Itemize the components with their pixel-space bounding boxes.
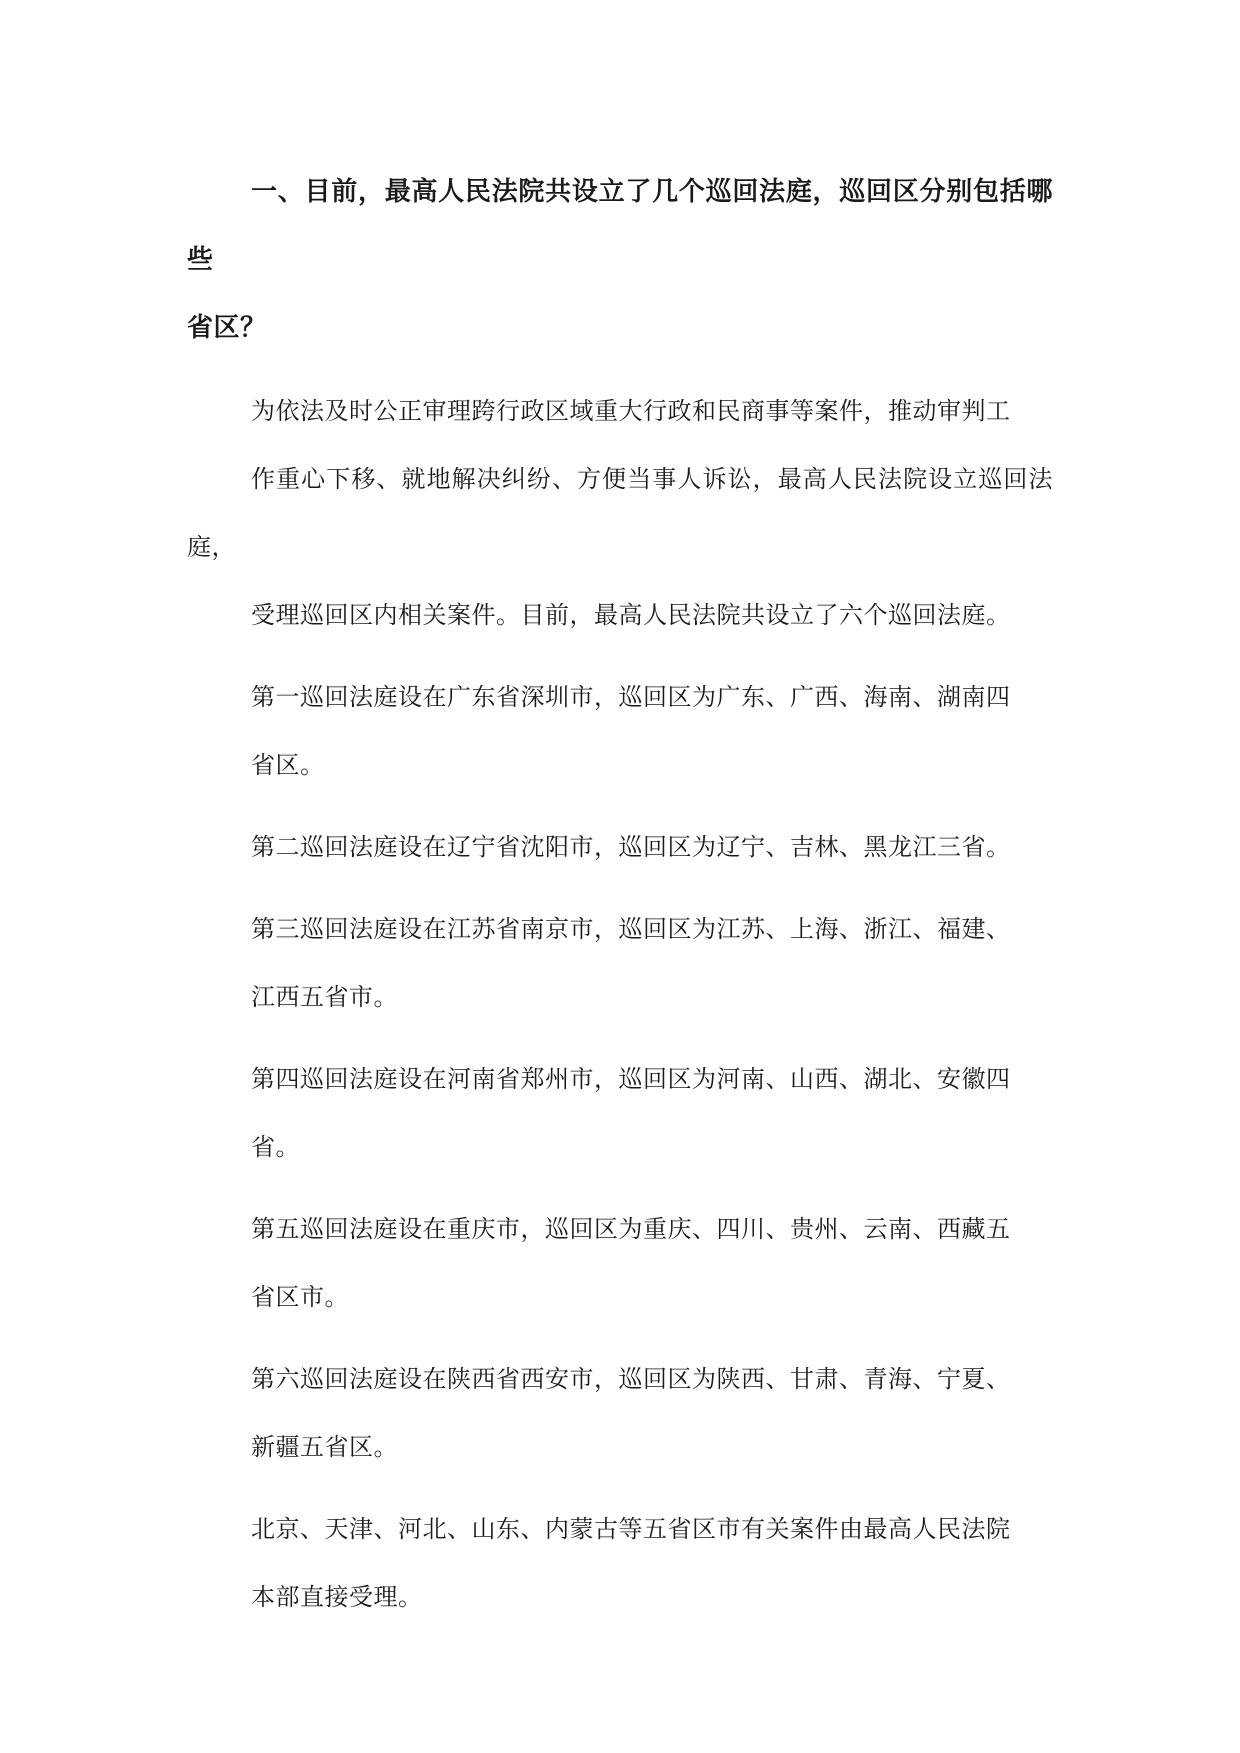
paragraph-second-circuit [187, 813, 1053, 881]
paragraph-sixth-circuit [187, 1345, 1053, 1481]
paragraph-line: 受理巡回区内相关案件。目前，最高人民法院共设立了六个巡回法庭。 [251, 601, 1011, 629]
paragraph-line: 北京、天津、河北、山东、内蒙古等五省区市有关案件由最高人民法院 [251, 1515, 1011, 1543]
paragraph-intro [187, 377, 1053, 649]
paragraph-headquarters [187, 1495, 1053, 1631]
paragraph-line: 第六巡回法庭设在陕西省西安市，巡回区为陕西、甘肃、青海、宁夏、 [251, 1365, 1011, 1393]
paragraph-line: 新疆五省区。 [251, 1433, 398, 1461]
paragraph-line: 省。 [251, 1133, 300, 1161]
paragraph-line: 第三巡回法庭设在江苏省南京市，巡回区为江苏、上海、浙江、福建、 [251, 915, 1011, 943]
heading-line: 一、目前，最高人民法院共设立了几个巡回法庭，巡回区分别包括哪些 [187, 177, 1053, 275]
document-body [187, 158, 1053, 1645]
paragraph-first-circuit [187, 663, 1053, 799]
paragraph-third-circuit [187, 895, 1053, 1031]
paragraph-line: 第四巡回法庭设在河南省郑州市，巡回区为河南、山西、湖北、安徽四 [251, 1065, 1011, 1093]
paragraph-fifth-circuit [187, 1195, 1053, 1331]
paragraph-line: 省区。 [251, 751, 325, 779]
paragraph-line: 江西五省市。 [251, 983, 398, 1011]
paragraph-line: 作重心下移、就地解决纠纷、方便当事人诉讼，最高人民法院设立巡回法庭， [187, 465, 1053, 561]
paragraph-line: 省区市。 [251, 1283, 349, 1311]
heading-line: 省区？ [187, 313, 267, 343]
paragraph-line: 第一巡回法庭设在广东省深圳市，巡回区为广东、广西、海南、湖南四 [251, 683, 1011, 711]
paragraph-line: 本部直接受理。 [251, 1583, 423, 1611]
paragraph-fourth-circuit [187, 1045, 1053, 1181]
paragraph-line: 为依法及时公正审理跨行政区域重大行政和民商事等案件，推动审判工 [251, 397, 1011, 425]
paragraph-line: 第二巡回法庭设在辽宁省沈阳市，巡回区为辽宁、吉林、黑龙江三省。 [251, 833, 1011, 861]
paragraph-line: 第五巡回法庭设在重庆市，巡回区为重庆、四川、贵州、云南、西藏五 [251, 1215, 1011, 1243]
question-heading [187, 158, 1053, 362]
